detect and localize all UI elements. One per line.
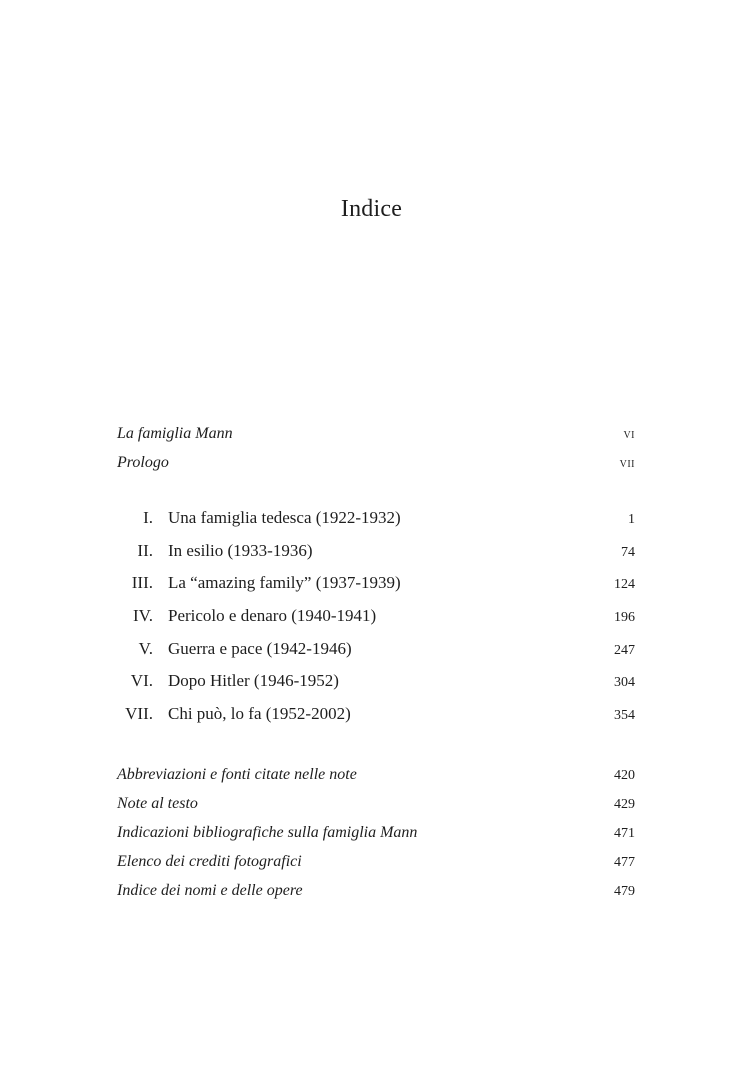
toc-chapter-1[interactable] [117, 502, 635, 535]
chapter-page-number: 304 [614, 675, 635, 691]
toc-chapter-4[interactable] [117, 600, 635, 633]
toc-chapter-6[interactable] [117, 665, 635, 698]
entry-title: Prologo [117, 454, 169, 471]
entry-title: Note al testo [117, 795, 198, 812]
back-matter-list [117, 760, 635, 905]
toc-chapter-5[interactable] [117, 633, 635, 666]
entry-page-number: 479 [614, 884, 635, 899]
toc-chapter-7[interactable] [117, 698, 635, 731]
chapter-title: Dopo Hitler (1946-1952) [168, 671, 339, 691]
chapter-number: I. [143, 508, 153, 527]
entry-page-number: vi [623, 427, 635, 442]
toc-entry-bibliografia[interactable] [117, 818, 635, 847]
chapter-number: II. [137, 540, 153, 560]
toc-entry-abbreviazioni[interactable] [117, 760, 635, 789]
entry-page-number: 420 [614, 768, 635, 783]
chapter-list [117, 502, 635, 731]
chapter-page-number: 1 [628, 512, 635, 527]
entry-page-number: 477 [614, 855, 635, 870]
chapter-page-number: 124 [614, 577, 635, 593]
entry-title: Indicazioni bibliografiche sulla famiglia Mann [117, 824, 418, 841]
entry-page-number: vii [619, 456, 635, 471]
entry-title: Indice dei nomi e delle opere [117, 882, 303, 899]
chapter-number: IV. [133, 606, 153, 626]
toc-entry-note[interactable] [117, 789, 635, 818]
page-title: Indice [340, 196, 403, 222]
chapter-title: Una famiglia tedesca (1922-1932) [168, 508, 401, 527]
chapter-number: V. [138, 638, 153, 658]
chapter-title: La “amazing family” (1937-1939) [168, 573, 401, 593]
chapter-title: Guerra e pace (1942-1946) [168, 638, 352, 658]
chapter-number: VII. [125, 704, 153, 724]
chapter-title: In esilio (1933-1936) [168, 540, 313, 560]
chapter-number: III. [131, 573, 153, 593]
front-matter-list [117, 419, 635, 477]
chapter-title: Pericolo e denaro (1940-1941) [168, 606, 377, 626]
entry-title: La famiglia Mann [117, 425, 233, 442]
entry-page-number: 429 [614, 797, 635, 812]
chapter-number: VI. [130, 671, 153, 691]
chapter-page-number: 74 [621, 544, 635, 560]
entry-page-number: 471 [614, 826, 635, 841]
toc-chapter-3[interactable] [117, 567, 635, 600]
chapter-title: Chi può, lo fa (1952-2002) [168, 704, 351, 724]
chapter-page-number: 354 [614, 708, 635, 724]
toc-chapter-2[interactable] [117, 535, 635, 568]
toc-entry-indice-nomi[interactable] [117, 876, 635, 905]
entry-title: Abbreviazioni e fonti citate nelle note [117, 766, 357, 783]
entry-title: Elenco dei crediti fotografici [117, 853, 302, 870]
toc-entry-prologo[interactable] [117, 448, 635, 477]
toc-entry-crediti[interactable] [117, 847, 635, 876]
toc-entry-famiglia-mann[interactable] [117, 419, 635, 448]
chapter-page-number: 247 [614, 642, 635, 658]
chapter-page-number: 196 [614, 610, 635, 626]
